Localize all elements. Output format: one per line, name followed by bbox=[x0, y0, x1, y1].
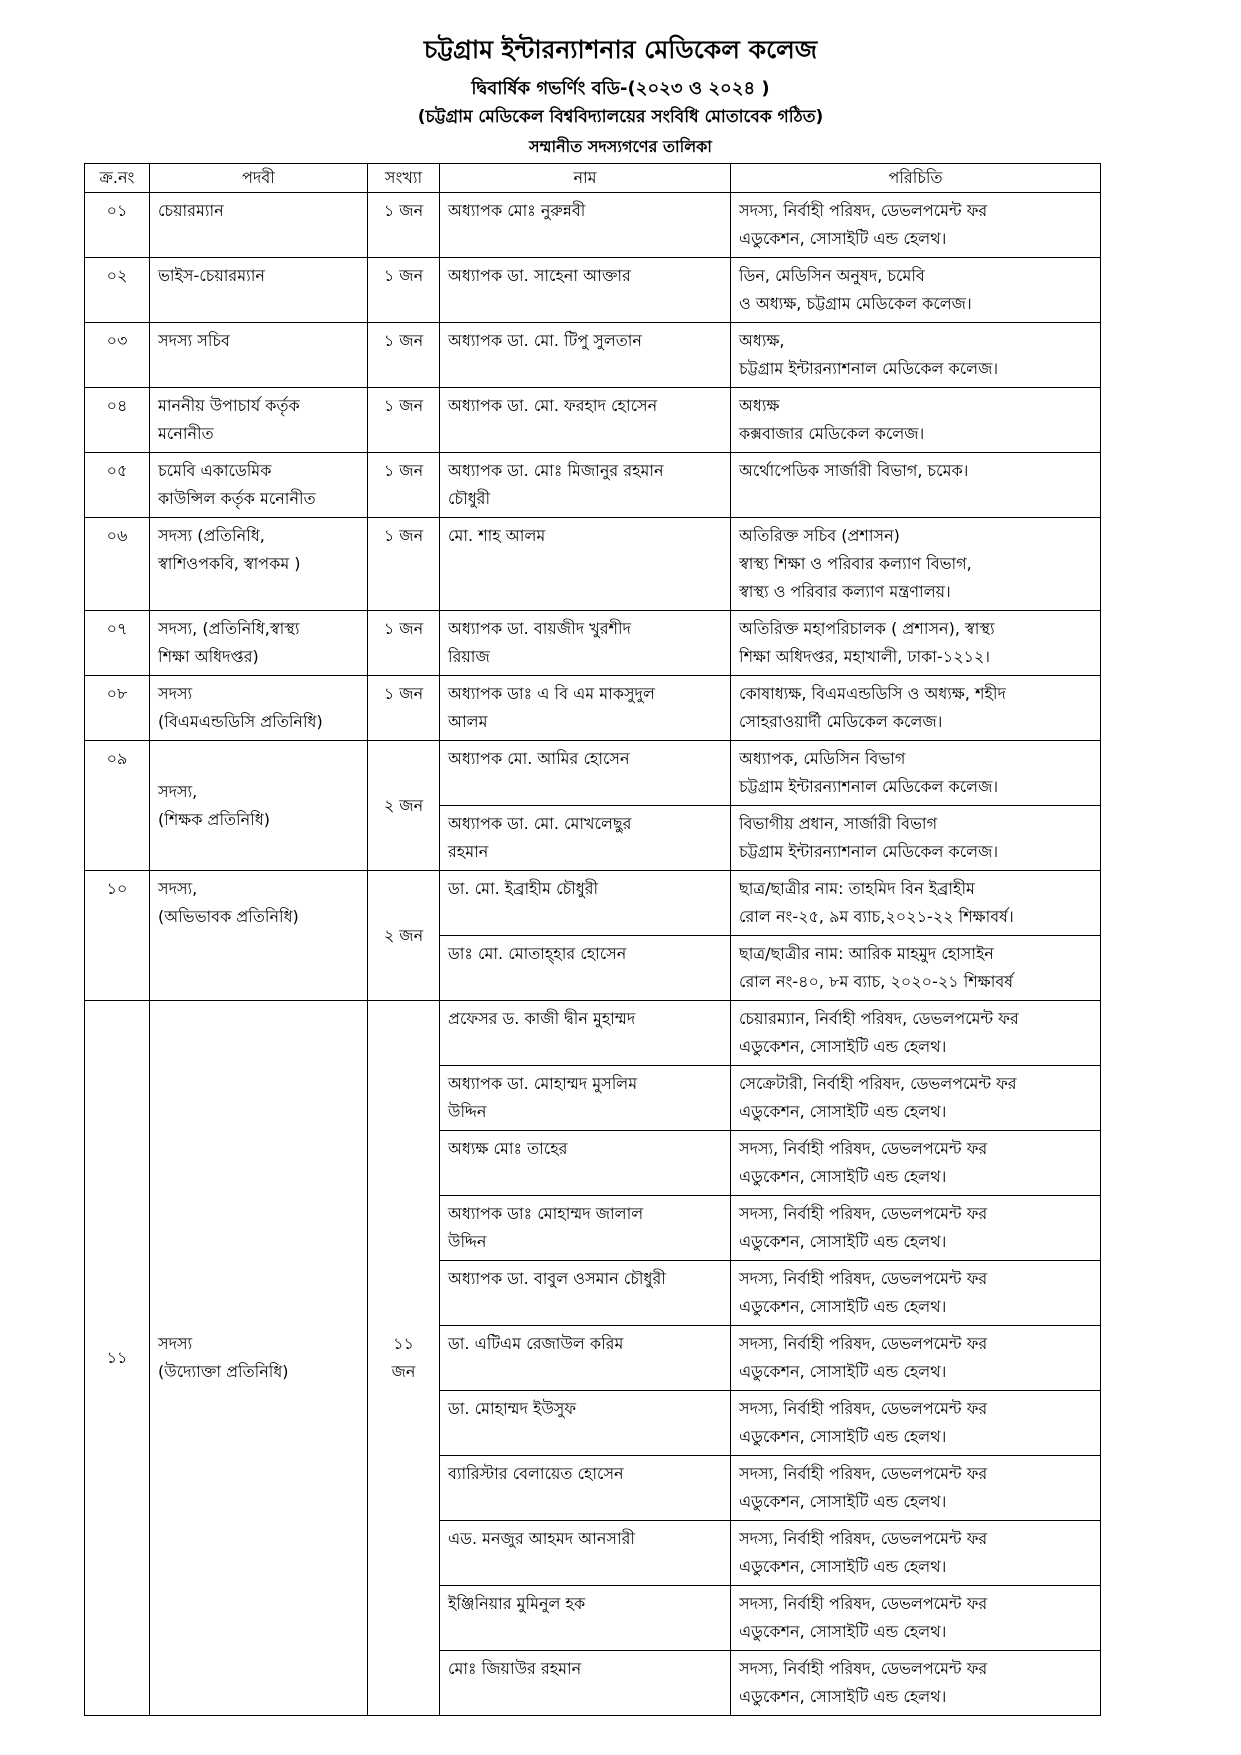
intro-cell: ছাত্র/ছাত্রীর নাম: তাহমিদ বিন ইব্রাহীম রোল নং-২৫, ৯ম ব্যাচ,২০২১-২২ শিক্ষাবর্ষ। bbox=[731, 871, 1101, 936]
designation-cell: চমেবি একাডেমিক কাউন্সিল কর্তৃক মনোনীত bbox=[150, 453, 368, 518]
intro-cell: সেক্রেটারী, নির্বাহী পরিষদ, ডেভলপমেন্ট ফর এডুকেশন, সোসাইটি এন্ড হেলথ। bbox=[731, 1066, 1101, 1131]
intro-cell: সদস্য, নির্বাহী পরিষদ, ডেভলপমেন্ট ফর এডুকেশন, সোসাইটি এন্ড হেলথ। bbox=[731, 1391, 1101, 1456]
designation-cell: সদস্য (বিএমএন্ডডিসি প্রতিনিধি) bbox=[150, 676, 368, 741]
intro-cell: সদস্য, নির্বাহী পরিষদ, ডেভলপমেন্ট ফর এডুকেশন, সোসাইটি এন্ড হেলথ। bbox=[731, 1651, 1101, 1716]
intro-cell: বিভাগীয় প্রধান, সার্জারী বিভাগ চট্টগ্রাম ইন্টারন্যাশনাল মেডিকেল কলেজ। bbox=[731, 806, 1101, 871]
serial-cell: ০৫ bbox=[85, 453, 150, 518]
name-cell: অধ্যাপক ডা. মোঃ মিজানুর রহমান চৌধুরী bbox=[440, 453, 731, 518]
page-note: (চট্টগ্রাম মেডিকেল বিশ্ববিদ্যালয়ের সংবিধি মোতাবেক গঠিত) bbox=[417, 107, 824, 127]
name-cell: প্রফেসর ড. কাজী দ্বীন মুহাম্মদ bbox=[440, 1001, 731, 1066]
intro-cell: অতিরিক্ত সচিব (প্রশাসন) স্বাস্থ্য শিক্ষা ও পরিবার কল্যাণ বিভাগ, স্বাস্থ্য ও পরিবার কল্যাণ মন্ত্রণালয়। bbox=[731, 518, 1101, 611]
serial-cell: ০১ bbox=[85, 193, 150, 258]
column-header-name: নাম bbox=[440, 164, 731, 193]
intro-cell: সদস্য, নির্বাহী পরিষদ, ডেভলপমেন্ট ফর এডুকেশন, সোসাইটি এন্ড হেলথ। bbox=[731, 1131, 1101, 1196]
name-cell: অধ্যাপক ডাঃ এ বি এম মাকসুদুল আলম bbox=[440, 676, 731, 741]
name-cell: অধ্যাপক ডা. মো. টিপু সুলতান bbox=[440, 323, 731, 388]
table-header-row bbox=[85, 164, 1101, 193]
designation-cell: সদস্য, (প্রতিনিধি,স্বাস্থ্য শিক্ষা অধিদপ্তর) bbox=[150, 611, 368, 676]
count-cell: ১ জন bbox=[368, 388, 440, 453]
intro-cell: সদস্য, নির্বাহী পরিষদ, ডেভলপমেন্ট ফর এডুকেশন, সোসাইটি এন্ড হেলথ। bbox=[731, 1586, 1101, 1651]
name-cell: ডা. মো. ইব্রাহীম চৌধুরী bbox=[440, 871, 731, 936]
name-cell: ব্যারিস্টার বেলায়েত হোসেন bbox=[440, 1456, 731, 1521]
intro-cell: কোষাধ্যক্ষ, বিএমএন্ডডিসি ও অধ্যক্ষ, শহীদ সোহরাওয়ার্দী মেডিকেল কলেজ। bbox=[731, 676, 1101, 741]
name-cell: অধ্যক্ষ মোঃ তাহের bbox=[440, 1131, 731, 1196]
name-cell: অধ্যাপক ডা. বায়জীদ খুরশীদ রিয়াজ bbox=[440, 611, 731, 676]
serial-cell: ০৪ bbox=[85, 388, 150, 453]
column-header-count: সংখ্যা bbox=[368, 164, 440, 193]
table-row bbox=[85, 1001, 1101, 1066]
list-title: সম্মানীত সদস্যগণের তালিকা bbox=[529, 137, 712, 156]
designation-cell: সদস্য (প্রতিনিধি, স্বাশিওপকবি, স্বাপকম ) bbox=[150, 518, 368, 611]
name-cell: এড. মনজুর আহমদ আনসারী bbox=[440, 1521, 731, 1586]
serial-cell: ০২ bbox=[85, 258, 150, 323]
intro-cell: অধ্যক্ষ কক্সবাজার মেডিকেল কলেজ। bbox=[731, 388, 1101, 453]
intro-cell: সদস্য, নির্বাহী পরিষদ, ডেভলপমেন্ট ফর এডুকেশন, সোসাইটি এন্ড হেলথ। bbox=[731, 1456, 1101, 1521]
table-row bbox=[85, 453, 1101, 518]
count-cell: ২ জন bbox=[368, 741, 440, 871]
count-cell: ১ জন bbox=[368, 323, 440, 388]
intro-cell: ডিন, মেডিসিন অনুষদ, চমেবি ও অধ্যক্ষ, চট্টগ্রাম মেডিকেল কলেজ। bbox=[731, 258, 1101, 323]
name-cell: অধ্যাপক ডা. মো. ফরহাদ হোসেন bbox=[440, 388, 731, 453]
designation-cell: ভাইস-চেয়ারম্যান bbox=[150, 258, 368, 323]
name-cell: মো. শাহ আলম bbox=[440, 518, 731, 611]
column-header-serial: ক্র.নং bbox=[85, 164, 150, 193]
count-cell: ১ জন bbox=[368, 193, 440, 258]
table-row bbox=[85, 518, 1101, 611]
designation-cell: সদস্য সচিব bbox=[150, 323, 368, 388]
intro-cell: অর্থোপেডিক সার্জারী বিভাগ, চমেক। bbox=[731, 453, 1101, 518]
name-cell: ডা. এটিএম রেজাউল করিম bbox=[440, 1326, 731, 1391]
name-cell: অধ্যাপক মোঃ নুরুন্নবী bbox=[440, 193, 731, 258]
name-cell: অধ্যাপক ডা. মোহাম্মদ মুসলিম উদ্দিন bbox=[440, 1066, 731, 1131]
name-cell: ডা. মোহাম্মদ ইউসুফ bbox=[440, 1391, 731, 1456]
table-row bbox=[85, 871, 1101, 936]
count-cell: ২ জন bbox=[368, 871, 440, 1001]
count-cell: ১১ জন bbox=[368, 1001, 440, 1716]
count-cell: ১ জন bbox=[368, 676, 440, 741]
name-cell: অধ্যাপক ডাঃ মোহাম্মদ জালাল উদ্দিন bbox=[440, 1196, 731, 1261]
table-row bbox=[85, 193, 1101, 258]
name-cell: অধ্যাপক ডা. মো. মোখলেছুর রহমান bbox=[440, 806, 731, 871]
intro-cell: অধ্যাপক, মেডিসিন বিভাগ চট্টগ্রাম ইন্টারন্যাশনাল মেডিকেল কলেজ। bbox=[731, 741, 1101, 806]
name-cell: অধ্যাপক মো. আমির হোসেন bbox=[440, 741, 731, 806]
table-body bbox=[85, 193, 1101, 1716]
count-cell: ১ জন bbox=[368, 258, 440, 323]
name-cell: মোঃ জিয়াউর রহমান bbox=[440, 1651, 731, 1716]
count-cell: ১ জন bbox=[368, 453, 440, 518]
name-cell: ডাঃ মো. মোতাহ্হার হোসেন bbox=[440, 936, 731, 1001]
serial-cell: ১১ bbox=[85, 1001, 150, 1716]
table-row bbox=[85, 611, 1101, 676]
count-cell: ১ জন bbox=[368, 518, 440, 611]
intro-cell: সদস্য, নির্বাহী পরিষদ, ডেভলপমেন্ট ফর এডুকেশন, সোসাইটি এন্ড হেলথ। bbox=[731, 1326, 1101, 1391]
table-row bbox=[85, 388, 1101, 453]
serial-cell: ০৯ bbox=[85, 741, 150, 871]
serial-cell: ০৬ bbox=[85, 518, 150, 611]
table-row bbox=[85, 741, 1101, 806]
intro-cell: সদস্য, নির্বাহী পরিষদ, ডেভলপমেন্ট ফর এডুকেশন, সোসাইটি এন্ড হেলথ। bbox=[731, 1521, 1101, 1586]
name-cell: অধ্যাপক ডা. বাবুল ওসমান চৌধুরী bbox=[440, 1261, 731, 1326]
name-cell: অধ্যাপক ডা. সাহেনা আক্তার bbox=[440, 258, 731, 323]
table-row bbox=[85, 676, 1101, 741]
count-cell: ১ জন bbox=[368, 611, 440, 676]
column-header-intro: পরিচিতি bbox=[731, 164, 1101, 193]
intro-cell: অধ্যক্ষ, চট্টগ্রাম ইন্টারন্যাশনাল মেডিকেল কলেজ। bbox=[731, 323, 1101, 388]
members-table bbox=[84, 163, 1101, 1716]
designation-cell: মাননীয় উপাচার্য কর্তৃক মনোনীত bbox=[150, 388, 368, 453]
page-title: চট্টগ্রাম ইন্টারন্যাশনার মেডিকেল কলেজ bbox=[423, 35, 818, 64]
serial-cell: ০৭ bbox=[85, 611, 150, 676]
designation-cell: সদস্য, (শিক্ষক প্রতিনিধি) bbox=[150, 741, 368, 871]
intro-cell: অতিরিক্ত মহাপরিচালক ( প্রশাসন), স্বাস্থ্য শিক্ষা অধিদপ্তর, মহাখালী, ঢাকা-১২১২। bbox=[731, 611, 1101, 676]
serial-cell: ১০ bbox=[85, 871, 150, 1001]
page-subtitle: দ্বিবার্ষিক গভর্ণিং বডি-(২০২৩ ও ২০২৪ ) bbox=[471, 78, 770, 99]
intro-cell: চেয়ারম্যান, নির্বাহী পরিষদ, ডেভলপমেন্ট ফর এডুকেশন, সোসাইটি এন্ড হেলথ। bbox=[731, 1001, 1101, 1066]
intro-cell: সদস্য, নির্বাহী পরিষদ, ডেভলপমেন্ট ফর এডুকেশন, সোসাইটি এন্ড হেলথ। bbox=[731, 193, 1101, 258]
table-row bbox=[85, 258, 1101, 323]
table-row bbox=[85, 323, 1101, 388]
designation-cell: সদস্য (উদ্যোক্তা প্রতিনিধি) bbox=[150, 1001, 368, 1716]
designation-cell: চেয়ারম্যান bbox=[150, 193, 368, 258]
intro-cell: ছাত্র/ছাত্রীর নাম: আরিক মাহমুদ হোসাইন রোল নং-৪০, ৮ম ব্যাচ, ২০২০-২১ শিক্ষাবর্ষ bbox=[731, 936, 1101, 1001]
designation-cell: সদস্য, (অভিভাবক প্রতিনিধি) bbox=[150, 871, 368, 1001]
serial-cell: ০৮ bbox=[85, 676, 150, 741]
serial-cell: ০৩ bbox=[85, 323, 150, 388]
intro-cell: সদস্য, নির্বাহী পরিষদ, ডেভলপমেন্ট ফর এডুকেশন, সোসাইটি এন্ড হেলথ। bbox=[731, 1196, 1101, 1261]
intro-cell: সদস্য, নির্বাহী পরিষদ, ডেভলপমেন্ট ফর এডুকেশন, সোসাইটি এন্ড হেলথ। bbox=[731, 1261, 1101, 1326]
name-cell: ইঞ্জিনিয়ার মুমিনুল হক bbox=[440, 1586, 731, 1651]
column-header-designation: পদবী bbox=[150, 164, 368, 193]
